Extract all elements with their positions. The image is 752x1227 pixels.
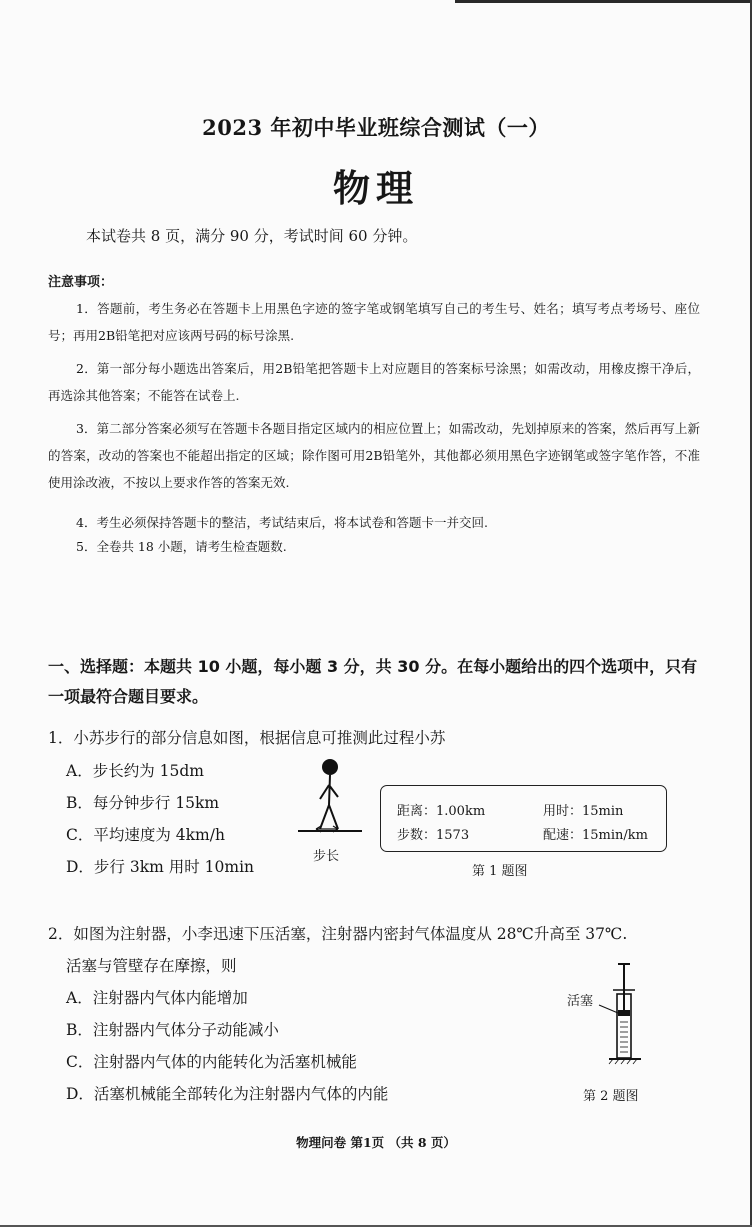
question-2-option-a: A．注射器内气体内能增加 <box>66 989 248 1007</box>
subject-title: 物理 <box>333 166 419 210</box>
notice-item-1: 1．答题前，考生务必在答题卡上用黑色字迹的签字笔或钢笔填写自己的考生号、姓名；填写考点考场号、座位号；再用2B铅笔把对应该两号码的标号涂黑. <box>48 301 700 343</box>
figure-1-caption: 第 1 题图 <box>472 864 528 879</box>
time-readout: 用时：15min <box>543 804 624 819</box>
notice-item-4: 4．考生必须保持答题卡的整洁，考试结束后，将本试卷和答题卡一并交回. <box>76 515 488 530</box>
notice-item-3: 3．第二部分答案必须写在答题卡各题目指定区域内的相应位置上；如需改动，先划掉原来的答案，然后再写上新的答案，改动的答案也不能超出指定的区域；除作图可用2B铅笔外，其他都必须用黑色字迹钢笔或签字笔作答，不准使用涂改液，不按以上要求作答的答案无效. <box>48 421 700 490</box>
walking-info-card <box>380 785 667 852</box>
figure-2-caption: 第 2 题图 <box>583 1089 639 1104</box>
question-2-option-c: C．注射器内气体的内能转化为活塞机械能 <box>66 1053 357 1071</box>
question-2-stem-line-2: 活塞与管壁存在摩擦，则 <box>66 957 237 975</box>
notice-item-2: 2．第一部分每小题选出答案后，用2B铅笔把答题卡上对应题目的答案标号涂黑；如需改动，用橡皮擦干净后，再选涂其他答案；不能答在试卷上. <box>48 361 700 403</box>
question-2-stem-line-1: 2．如图为注射器，小李迅速下压活塞，注射器内密封气体温度从 28℃升高至 37℃. <box>48 925 628 943</box>
question-1-stem: 1．小苏步行的部分信息如图，根据信息可推测此过程小苏 <box>48 729 446 747</box>
pace-readout: 配速：15min/km <box>543 828 648 843</box>
section-heading: 一、选择题：本题共 10 小题，每小题 3 分，共 30 分。在每小题给出的四个选项中，只有一项最符合题目要求。 <box>48 657 698 706</box>
notice-item-5: 5．全卷共 18 小题，请考生检查题数. <box>76 539 287 554</box>
exam-intro: 本试卷共 8 页，满分 90 分，考试时间 60 分钟。 <box>86 227 418 245</box>
question-1-option-a: A．步长约为 15dm <box>66 762 204 780</box>
distance-readout: 距离：1.00km <box>397 804 486 819</box>
stride-label: 步长 <box>313 849 340 864</box>
question-1-option-c: C．平均速度为 4km/h <box>66 826 225 844</box>
syringe-figure <box>585 960 665 1070</box>
page-footer: 物理问卷 第1页 （共 8 页） <box>296 1135 456 1150</box>
scan-edge-top <box>455 0 752 3</box>
steps-readout: 步数：1573 <box>397 828 470 843</box>
question-1-option-d: D．步行 3km 用时 10min <box>66 858 255 876</box>
question-2-option-b: B．注射器内气体分子动能减小 <box>66 1021 279 1039</box>
question-1-option-b: B．每分钟步行 15km <box>66 794 220 812</box>
notice-heading: 注意事项： <box>48 275 114 290</box>
piston-label: 活塞 <box>567 994 594 1009</box>
walking-person-figure <box>296 755 366 845</box>
exam-title: 2023 年初中毕业班综合测试（一） <box>202 115 550 140</box>
question-2-option-d: D．活塞机械能全部转化为注射器内气体的内能 <box>66 1085 389 1103</box>
